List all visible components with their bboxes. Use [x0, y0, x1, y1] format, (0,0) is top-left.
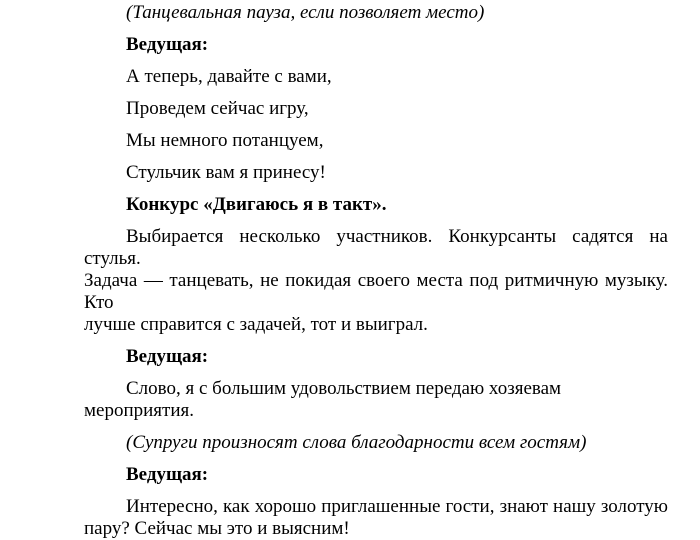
text-line: Задача — танцевать, не покидая своего места под ритмичную музыку. Кто: [84, 270, 668, 313]
stage-direction: (Танцевальная пауза, если позволяет место): [126, 2, 485, 23]
contest-description: [84, 226, 668, 336]
verse-line: А теперь, давайте с вами,: [126, 66, 332, 87]
stage-direction: (Супруги произносят слова благодарности всем гостям): [126, 432, 587, 453]
speaker-label: Ведущая:: [126, 346, 209, 367]
verse-line: Стульчик вам я принесу!: [126, 162, 326, 183]
verse-line: Проведем сейчас игру,: [126, 98, 309, 119]
contest-title: Конкурс «Двигаюсь я в такт».: [126, 194, 387, 215]
dialogue-line: Слово, я с большим удовольствием передаю хозяевам мероприятия.: [84, 378, 562, 421]
speaker-label: Ведущая:: [126, 464, 209, 485]
verse-line: Мы немного потанцуем,: [126, 130, 324, 151]
speaker-label: Ведущая:: [126, 34, 209, 55]
text-line: Выбирается несколько участников. Конкурсанты садятся на стулья.: [84, 226, 668, 269]
text-line: Интересно, как хорошо приглашенные гости, знают нашу золотую: [126, 496, 668, 517]
text-line: лучше справится с задачей, тот и выиграл.: [84, 314, 428, 335]
dialogue-paragraph: [84, 496, 668, 540]
text-line: пару? Сейчас мы это и выясним!: [84, 518, 350, 539]
